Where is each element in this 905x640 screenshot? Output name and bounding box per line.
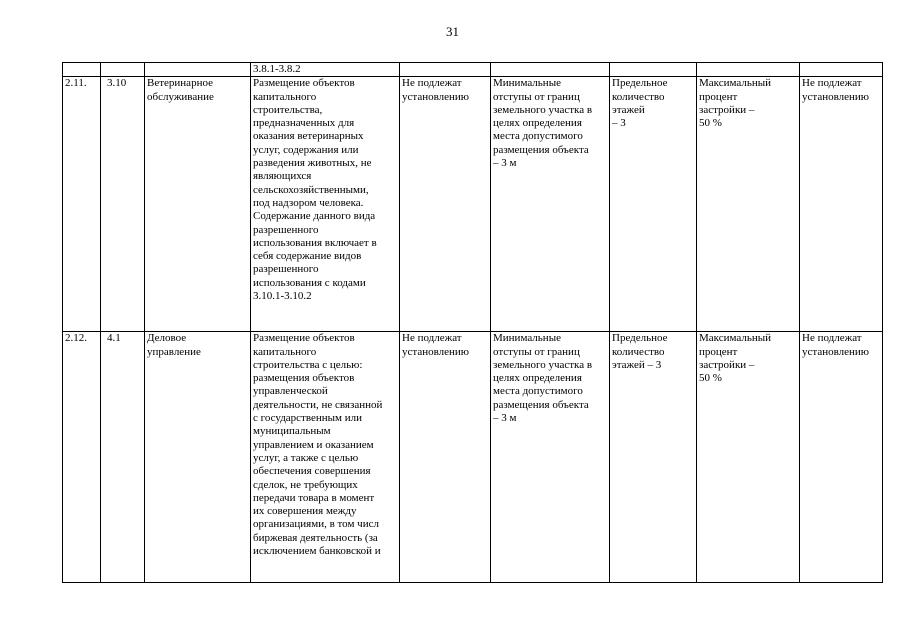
description-line: строительства, xyxy=(253,103,323,116)
floors-cell xyxy=(610,332,697,583)
other-params-line: установлению xyxy=(802,345,870,358)
description-line: использования с кодами xyxy=(253,276,366,289)
floors-cell xyxy=(610,77,697,332)
table-cell xyxy=(101,63,145,77)
setback-line: целях определения xyxy=(493,372,582,385)
table-cell xyxy=(145,63,251,77)
description-line: себя содержание видов xyxy=(253,250,362,263)
row-code: 4.1 xyxy=(101,332,145,583)
floors-line: этажей – 3 xyxy=(612,358,662,371)
other-params-line: Не подлежат xyxy=(802,332,862,345)
table-cell xyxy=(491,63,610,77)
setback-line: – 3 м xyxy=(493,157,517,170)
setback-line: места допустимого xyxy=(493,385,583,398)
setback-cell xyxy=(491,332,610,583)
description-line: передачи товара в момент xyxy=(253,491,375,504)
table-row xyxy=(63,332,883,583)
description-cell xyxy=(251,77,400,332)
setback-line: Минимальные xyxy=(493,77,561,90)
plot-area-line: установлению xyxy=(402,90,470,103)
description-line: управлением и оказанием xyxy=(253,438,374,451)
coverage-line: застройки – xyxy=(699,358,755,371)
description-line: Содержание данного вида xyxy=(253,210,376,223)
description-line: деятельности, не связанной xyxy=(253,398,383,411)
setback-line: размещения объекта xyxy=(493,143,589,156)
use-name-line: Ветеринарное xyxy=(147,77,213,90)
coverage-cell xyxy=(697,332,800,583)
description-line: 3.10.1-3.10.2 xyxy=(253,290,312,303)
setback-line: земельного участка в xyxy=(493,358,593,371)
description-line: капитального xyxy=(253,345,317,358)
continuation-row xyxy=(63,63,883,77)
description-line: организациями, в том числ xyxy=(253,518,379,531)
floors-line: этажей xyxy=(612,103,645,116)
plot-area-line: установлению xyxy=(402,345,470,358)
other-params-cell xyxy=(800,332,883,583)
coverage-line: Максимальный xyxy=(699,332,772,345)
plot-area-line: Не подлежат xyxy=(402,332,462,345)
row-number: 2.11. xyxy=(63,77,101,332)
description-line: предназначенных для xyxy=(253,117,355,130)
floors-line: Предельное xyxy=(612,332,668,345)
coverage-line: застройки – xyxy=(699,103,755,116)
use-name-cell xyxy=(145,332,251,583)
description-line: услуг, а также с целью xyxy=(253,451,359,464)
setback-line: места допустимого xyxy=(493,130,583,143)
other-params-line: Не подлежат xyxy=(802,77,862,90)
description-line: использования включает в xyxy=(253,236,377,249)
description-line: размещения объектов xyxy=(253,372,355,385)
setback-line: – 3 м xyxy=(493,412,517,425)
use-name-line: Деловое xyxy=(147,332,187,345)
table-cell xyxy=(63,63,101,77)
floors-line: Предельное xyxy=(612,77,668,90)
description-line: с государственным или xyxy=(253,412,363,425)
plot-area-cell xyxy=(400,332,491,583)
other-params-line: установлению xyxy=(802,90,870,103)
description-line: под надзором человека. xyxy=(253,196,364,209)
setback-cell xyxy=(491,77,610,332)
setback-line: размещения объекта xyxy=(493,398,589,411)
plot-area-cell xyxy=(400,77,491,332)
land-use-table xyxy=(62,62,883,583)
description-cell xyxy=(251,332,400,583)
use-name-line: обслуживание xyxy=(147,90,214,103)
setback-line: земельного участка в xyxy=(493,103,593,116)
description-line: разрешенного xyxy=(253,263,319,276)
description-line: капитального xyxy=(253,90,317,103)
floors-line: количество xyxy=(612,90,665,103)
row-number: 2.12. xyxy=(63,332,101,583)
use-name-line: управление xyxy=(147,345,201,358)
coverage-line: 50 % xyxy=(699,372,722,385)
plot-area-line: Не подлежат xyxy=(402,77,462,90)
description-line: разрешенного xyxy=(253,223,319,236)
setback-line: Минимальные xyxy=(493,332,561,345)
coverage-line: процент xyxy=(699,90,738,103)
description-line: разведения животных, не xyxy=(253,157,372,170)
table-cell: 3.8.1-3.8.2 xyxy=(251,63,400,77)
description-line: сделок, не требующих xyxy=(253,478,358,491)
description-line: оказания ветеринарных xyxy=(253,130,364,143)
coverage-line: Максимальный xyxy=(699,77,772,90)
description-line: услуг, содержания или xyxy=(253,143,359,156)
row-code: 3.10 xyxy=(101,77,145,332)
floors-line: – 3 xyxy=(612,117,626,130)
floors-line: количество xyxy=(612,345,665,358)
description-line: являющихся xyxy=(253,170,312,183)
description-line: строительства с целью: xyxy=(253,358,363,371)
coverage-line: 50 % xyxy=(699,117,722,130)
coverage-line: процент xyxy=(699,345,738,358)
table-cell xyxy=(800,63,883,77)
use-name-cell xyxy=(145,77,251,332)
description-line: Размещение объектов xyxy=(253,77,355,90)
description-line: муниципальным xyxy=(253,425,331,438)
description-line: исключением банковской и xyxy=(253,545,381,558)
setback-line: целях определения xyxy=(493,117,582,130)
description-line: Размещение объектов xyxy=(253,332,355,345)
setback-line: отступы от границ xyxy=(493,90,580,103)
setback-line: отступы от границ xyxy=(493,345,580,358)
table-cell xyxy=(697,63,800,77)
page-number: 31 xyxy=(446,24,459,39)
other-params-cell xyxy=(800,77,883,332)
table-cell xyxy=(610,63,697,77)
description-line: их совершения между xyxy=(253,505,357,518)
description-line: управленческой xyxy=(253,385,328,398)
description-line: сельскохозяйственными, xyxy=(253,183,369,196)
description-line: обеспечения совершения xyxy=(253,465,371,478)
table-cell xyxy=(400,63,491,77)
table-row xyxy=(63,77,883,332)
coverage-cell xyxy=(697,77,800,332)
description-line: биржевая деятельность (за xyxy=(253,531,378,544)
